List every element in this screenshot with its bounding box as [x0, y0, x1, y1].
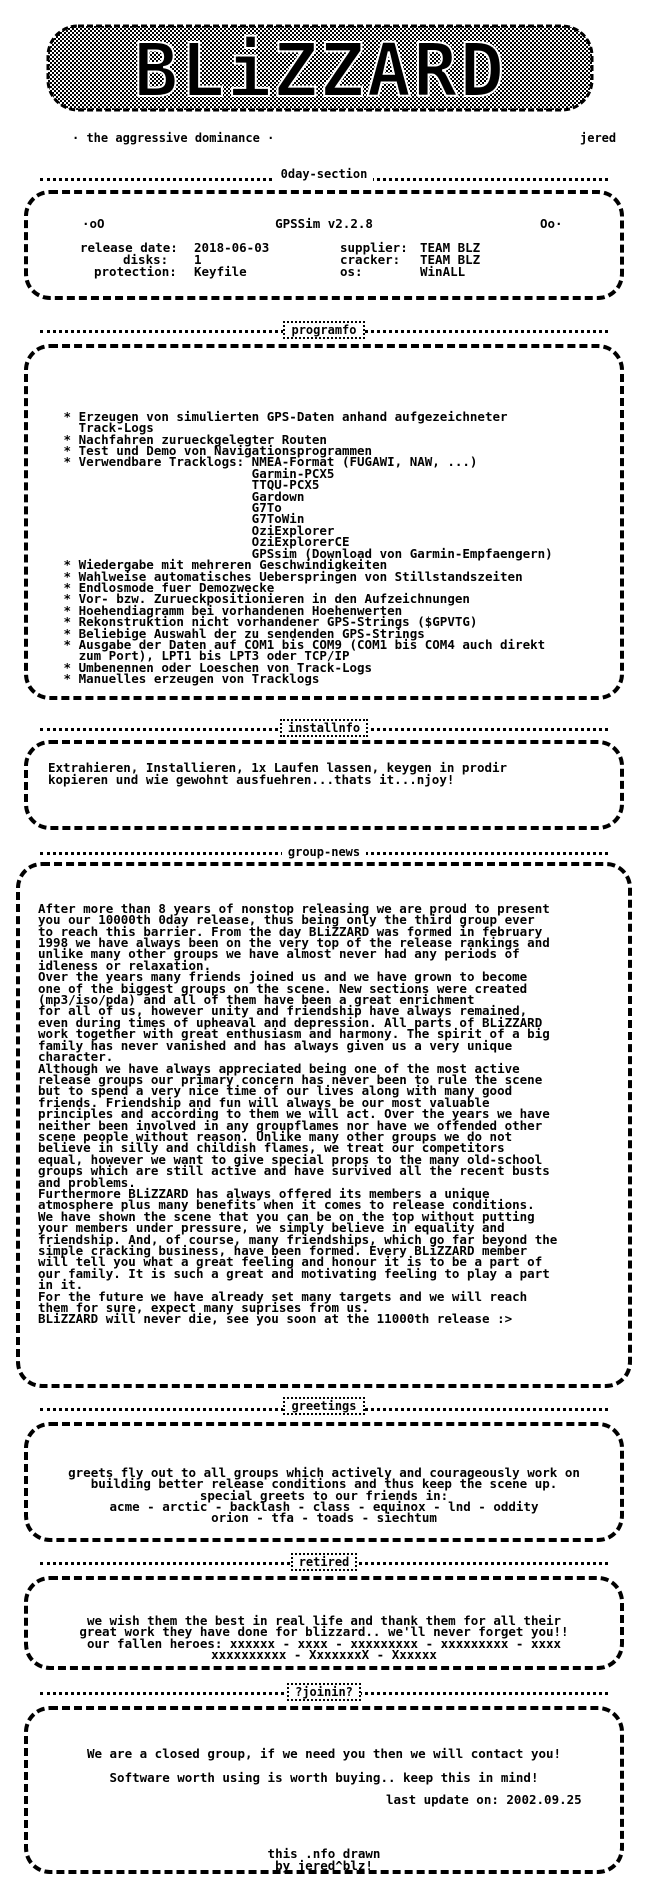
groupnews-line: equal, however we want to give special props to the many old-school: [38, 1151, 543, 1167]
installinfo-line-1: Extrahieren, Installieren, 1x Laufen lassen, keygen in prodir: [48, 760, 508, 775]
groupnews-line: release groups our primary concern has never been to rule the scene: [38, 1071, 543, 1087]
groupnews-line: Furthermore BLiZZARD has always offered its members a unique: [38, 1185, 490, 1201]
blizzard-logo: [40, 8, 600, 126]
footer-line-1: this .nfo drawn: [267, 1846, 381, 1861]
groupnews-line: your members under pressure, we simply believe in equality and: [38, 1220, 505, 1236]
programinfo-line: * Rekonstruktion nicht vorhandener GPS-Strings ($GPVTG): [56, 614, 478, 630]
groupnews-line: unlike many other groups we have almost never had any periods of: [38, 946, 520, 962]
programinfo-line: * Hoehendiagramm bei vorhandenen Hoehenwerten: [56, 602, 403, 618]
section-title-retired: retired: [0, 1556, 648, 1568]
greetings-line: building better release conditions and thus keep the scene up.: [90, 1476, 558, 1492]
release-date-value: 2018-06-03: [194, 240, 270, 255]
groupnews-line: Over the years many friends joined us and we have grown to become: [38, 969, 528, 985]
section-title-release: 0day-section: [0, 168, 648, 180]
release-left-mark: ·oO: [82, 216, 105, 231]
os-label: os:: [340, 264, 363, 279]
release-title: GPSSim v2.2.8: [275, 216, 373, 231]
programinfo-line: zum Port), LPT1 bis LPT3 oder TCP/IP: [56, 648, 350, 664]
programinfo-line: * Ausgabe der Daten auf COM1 bis COM9 (COM1 bis COM4 auch direkt: [56, 636, 546, 652]
disks-value: 1: [194, 252, 202, 267]
groupnews-line: idleness or relaxation.: [38, 957, 212, 973]
programinfo-line: OziExplorerCE: [56, 534, 350, 550]
protection-label: protection:: [94, 264, 177, 279]
section-title-installinfo: installnfo: [0, 722, 648, 734]
groupnews-line: in it.: [38, 1277, 84, 1293]
groupnews-line: After more than 8 years of nonstop releasing we are proud to present: [38, 900, 550, 916]
greetings-line: orion - tfa - toads - siechtum: [211, 1510, 437, 1526]
section-title-groupnews: group-news: [0, 846, 648, 858]
groupnews-line: friends. Friendship and fun will always be our most valuable: [38, 1094, 490, 1110]
programinfo-line: * Wahlweise automatisches Ueberspringen von Stillstandszeiten: [56, 568, 523, 584]
programinfo-line: * Vor- bzw. Zurueckpositionieren in den Aufzeichnungen: [56, 591, 470, 607]
greetings-line: greets fly out to all groups which actively and courageously work on: [68, 1464, 580, 1480]
groupnews-line: even during times of upheaval and depression. All parts of BLiZZARD: [38, 1014, 543, 1030]
groupnews-line: for all of us, however unity and friendship have always remained,: [38, 1003, 528, 1019]
groupnews-line: will tell you what a great feeling and honour it is to be a part of: [38, 1254, 543, 1270]
programinfo-line: G7ToWin: [56, 511, 305, 527]
groupnews-line: our family. It is such a great and motivating feeling to play a part: [38, 1265, 550, 1281]
blizzard-logo-art: [40, 8, 600, 126]
release-right-mark: Oo·: [540, 216, 563, 231]
groupnews-line: friendship. And, of course, many friendships, which go far beyond the: [38, 1231, 558, 1247]
cracker-label: cracker:: [340, 252, 401, 267]
programinfo-line: G7To: [56, 500, 282, 516]
programinfo-line: * Endlosmode fuer Demozwecke: [56, 579, 275, 595]
programinfo-text: [56, 388, 553, 696]
groupnews-line: 1998 we have always been on the very top of the release rankings and: [38, 935, 550, 951]
groupnews-line: Although we have always appreciated being one of the most active: [38, 1060, 520, 1076]
groupnews-line: to reach this barrier. From the day BLiZZARD was formed in february: [38, 923, 543, 939]
protection-value: Keyfile: [194, 264, 247, 279]
retired-line: great work they have done for blizzard.. we'll never forget you!!: [79, 1624, 569, 1640]
groupnews-text: [38, 880, 557, 1336]
os-value: WinALL: [420, 264, 466, 279]
greetings-line: special greets to our friends in:: [199, 1487, 449, 1503]
groupnews-line: and problems.: [38, 1174, 136, 1190]
groupnews-line: principles and according to them we will act. Over the years we have: [38, 1106, 550, 1122]
retired-line: we wish them the best in real life and thank them for all their: [86, 1612, 562, 1628]
groupnews-line: neither been involved in any groupflames nor have we offended other: [38, 1117, 543, 1133]
tagline: · the aggressive dominance ·: [72, 131, 275, 145]
programinfo-line: TTQU-PCX5: [56, 477, 320, 493]
artist-name: jered: [580, 131, 617, 145]
programinfo-line: Gardown: [56, 488, 305, 504]
programinfo-line: * Test und Demo von Navigationsprogrammen: [56, 443, 373, 459]
groupnews-line: groups which are still active and have survived all the recent busts: [38, 1163, 550, 1179]
programinfo-line: * Wiedergabe mit mehreren Geschwindigkeiten: [56, 557, 388, 573]
groupnews-line: We have shown the scene that you can be on the top without putting: [38, 1208, 535, 1224]
groupnews-line: character.: [38, 1049, 114, 1065]
programinfo-line: Track-Logs: [56, 420, 154, 436]
groupnews-line: For the future we have already set many targets and we will reach: [38, 1288, 528, 1304]
programinfo-line: * Erzeugen von simulierten GPS-Daten anhand aufgezeichneter: [56, 408, 508, 424]
groupnews-line: work together with great enthusiasm and harmony. The spirit of a big: [38, 1026, 550, 1042]
last-update: last update on: 2002.09.25: [386, 1792, 582, 1807]
groupnews-line: scene people without reason. Unlike many other groups we do not: [38, 1128, 513, 1144]
greetings-line: acme - arctic - backlash - class - equinox - lnd - oddity: [109, 1499, 539, 1515]
groupnews-line: atmosphere plus many benefits when it comes to release conditions.: [38, 1197, 535, 1213]
groupnews-line: (mp3/iso/pda) and all of them have been a great enrichment: [38, 992, 475, 1008]
section-title-joinin: ?joinin?: [0, 1686, 648, 1698]
programinfo-line: Garmin-PCX5: [56, 465, 335, 481]
logo-text: BLiZZARD: [133, 28, 507, 114]
groupnews-line: one of the biggest groups on the scene. New sections were created: [38, 980, 528, 996]
programinfo-line: GPSsim (Download von Garmin-Empfaengern): [56, 545, 553, 561]
joinin-line-1: We are a closed group, if we need you then we will contact you!: [86, 1746, 562, 1761]
groupnews-line: but to spend a very nice time of our lives along with many good: [38, 1083, 513, 1099]
section-title-programinfo: programfo: [0, 324, 648, 336]
groupnews-line: family has never vanished and has always given us a very unique: [38, 1037, 513, 1053]
programinfo-line: * Nachfahren zurueckgelegter Routen: [56, 431, 327, 447]
retired-line: our fallen heroes: xxxxxx - xxxx - xxxxxxxxx - xxxxxxxxx - xxxx: [86, 1635, 562, 1651]
release-date-label: release date:: [80, 240, 178, 255]
joinin-line-2: Software worth using is worth buying.. keep this in mind!: [109, 1770, 539, 1785]
groupnews-line: you our 10000th 0day release, thus being only the third group ever: [38, 912, 535, 928]
greetings-text: [0, 1444, 648, 1535]
footer-line-2: by jered^blz!: [275, 1858, 373, 1873]
programinfo-line: * Verwendbare Tracklogs: NMEA-Format (FUGAWI, NAW, ...): [56, 454, 478, 470]
installinfo-line-2: kopieren und wie gewohnt ausfuehren...thats it...njoy!: [48, 772, 455, 787]
supplier-label: supplier:: [340, 240, 408, 255]
groupnews-line: BLiZZARD will never die, see you soon at the 11000th release :>: [38, 1311, 513, 1327]
retired-line: xxxxxxxxxx - XxxxxxxX - Xxxxxx: [211, 1647, 437, 1663]
supplier-value: TEAM BLZ: [420, 240, 481, 255]
cracker-value: TEAM BLZ: [420, 252, 481, 267]
programinfo-line: * Manuelles erzeugen von Tracklogs: [56, 671, 320, 687]
section-title-greetings: greetings: [0, 1400, 648, 1412]
programinfo-line: * Beliebige Auswahl der zu sendenden GPS-Strings: [56, 625, 425, 641]
retired-text: [0, 1592, 648, 1672]
groupnews-line: believe in silly and childish flames, we treat our competitors: [38, 1140, 505, 1156]
disks-label: disks:: [123, 252, 169, 267]
groupnews-line: simple cracking business, have been formed. Every BLiZZARD member: [38, 1243, 528, 1258]
programinfo-line: * Umbenennen oder Loeschen von Track-Logs: [56, 659, 373, 675]
groupnews-line: them for sure, expect many suprises from us.: [38, 1300, 370, 1316]
programinfo-line: OziExplorer: [56, 522, 335, 538]
